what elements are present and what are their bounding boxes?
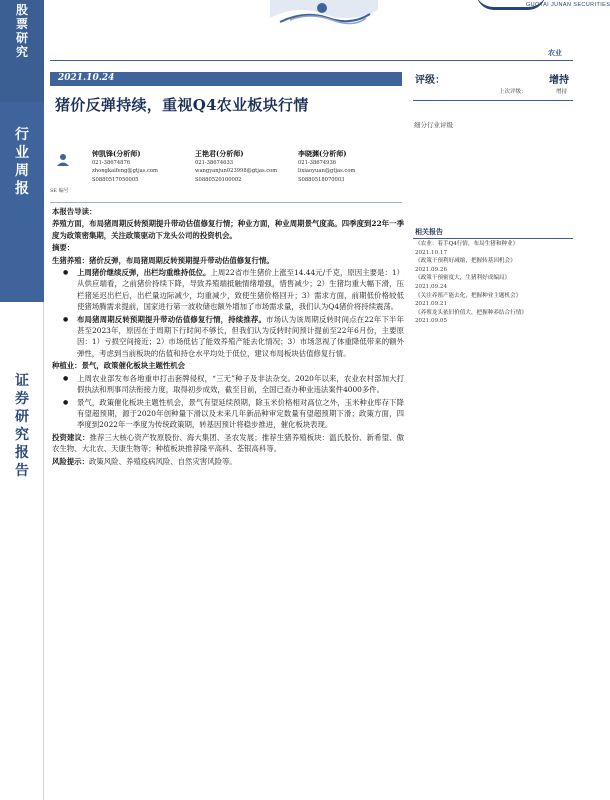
sidebar-top-band xyxy=(0,0,44,102)
guide-text: 养殖方面，布局猪周期反转预期提升带动估值修复行情；种业方面，种业周期景气度高。四季度到22年一季度为政策密集期，关注政策驱动下龙头公司的投资机会。 xyxy=(52,219,404,240)
analyst-se-number: S0880520100002 xyxy=(195,176,242,183)
related-report-date: 2021.09.24 xyxy=(415,283,448,290)
sidebar-bot-char-2: 券 xyxy=(15,391,29,407)
sidebar-bot-char-3: 研 xyxy=(15,409,29,425)
analyst-phone: 021-38674936 xyxy=(298,159,337,166)
pig-bullet-2-text: 市场认为该周期反转时间点在22年下半年甚至2023年，原因在于周期下行时间不够长，但我们认为反转时间预计提前至22年6月份，主要原因：1）亏损空间接近；2）市场低估了能效养殖产能去化情况；3）市场忽视了体重降低带来的额外弹性，考虑到当前板块的估值和持仓水平均处于低位，建议布局板块估值修复行情。 xyxy=(77,314,404,358)
analyst-name: 李晓渊(分析师) xyxy=(298,149,347,158)
rating-label: 评级： xyxy=(415,75,445,86)
related-reports-list xyxy=(415,240,575,326)
pig-bullet-1-text: 上周22省市生猪价上涨至14.44元/千克，原因主要是：1）从供应端看，之前猪价持续下降，导致养殖端抵触情绪增强，惜售减少；2）生猪均重大幅下滑，压栏猪延迟出栏后，出栏量边际减少，均重减少，致使生猪价格回升；3）需求方面，前期低价格较低使猪场腾需求提前，国家进行第一波收储也额外增加了市场需求量，我们认为Q4猪价将持续震荡。 xyxy=(77,268,404,312)
related-reports-divider xyxy=(413,238,573,239)
summary-heading: 摘要： xyxy=(52,243,75,253)
guide-heading: 本报告导读： xyxy=(52,207,97,216)
brand-name: GUOTAI JUNAN SECURITIES xyxy=(526,2,610,8)
sub-industry-rating-label: 细分行业评级 xyxy=(414,121,453,129)
sidebar-bot-char-6: 告 xyxy=(15,463,29,479)
analyst-card xyxy=(298,150,355,184)
sidebar-top-char-3: 研 xyxy=(15,31,28,45)
se-number-label: SE 编号 xyxy=(50,188,69,194)
risk-warning-label: 风险提示： xyxy=(52,456,89,466)
analyst-phone: 021-38674876 xyxy=(92,159,131,166)
sidebar-mid-char-2: 业 xyxy=(15,145,29,161)
previous-rating-value: 增持 xyxy=(555,89,567,95)
analyst-divider xyxy=(50,202,402,203)
related-report-title[interactable]: 《农业：着手Q4行情，布局生猪和种业》 xyxy=(415,241,519,247)
analyst-email[interactable]: lixiaoyuan@gtjas.com xyxy=(298,168,356,174)
analyst-avatar-icon xyxy=(56,152,70,166)
risk-warning xyxy=(52,456,404,467)
sidebar-top-char-2: 票 xyxy=(15,17,28,31)
decorative-wave-graphic xyxy=(270,0,378,24)
sidebar-mid-char-3: 周 xyxy=(15,163,29,179)
analyst-card xyxy=(195,150,277,184)
analyst-se-number: S0880518070003 xyxy=(298,176,345,183)
sidebar-bottom-band xyxy=(0,302,44,800)
related-report-item[interactable] xyxy=(415,292,575,309)
pig-bullet-2-lead: 布局猪周期反转预期提升带动估值修复行情，持续推荐。 xyxy=(77,314,267,324)
related-report-date: 2021.10.17 xyxy=(415,249,448,256)
page-header xyxy=(44,0,610,26)
seed-bullet-2: ● 景气，政策催化板块主题性机会，景气有望延续预期，除玉米价格相对高位之外，玉米种业库存下降有望超预期，源于2020年创种量下滑以及未来几年新品种审定数量有望超预期下滑；政策方面，四季度到2022年一季度为传统政策期，转基因预计将稳步推进，催化板块表现。 xyxy=(52,397,404,431)
analyst-email[interactable]: wangyanjun023998@gtjas.com xyxy=(195,168,278,174)
related-report-date: 2021.09.26 xyxy=(415,266,448,273)
sidebar-top-char-1: 股 xyxy=(15,3,28,17)
sidebar-mid-char-4: 报 xyxy=(15,181,29,197)
related-report-title[interactable]: 《政策干预密度大，生猪利好成编局》 xyxy=(415,275,511,282)
analyst-name: 王艳君(分析师) xyxy=(195,149,244,158)
analyst-email[interactable]: zhongkaifeng@gtjas.com xyxy=(92,168,158,174)
sidebar-bot-char-1: 证 xyxy=(15,373,29,389)
related-report-item[interactable] xyxy=(415,257,575,274)
analyst-se-number: S0880517050005 xyxy=(92,176,139,183)
sidebar-mid-band xyxy=(0,102,44,302)
analyst-card xyxy=(92,150,158,184)
analyst-block xyxy=(50,150,402,200)
related-report-item[interactable] xyxy=(415,240,575,257)
investment-advice-label: 投资建议： xyxy=(52,432,90,442)
analyst-name: 钟凯锋(分析师) xyxy=(92,149,141,158)
industry-label: 农业 xyxy=(548,48,562,57)
investment-advice-text: 推荐三大核心资产牧原股份、海大集团、圣农发展；推荐生猪养殖板块：温氏股份、新希望、傲农生物、大北农、天康生物等；种植板块推荐隆平高科、荃银高科等。 xyxy=(52,432,404,454)
related-report-title[interactable]: 《养殖龙头依旧价值大，把握种养结合行情》 xyxy=(415,309,527,316)
risk-warning-text: 政策风险、养殖疫病风险、自然灾害风险等。 xyxy=(88,456,237,466)
sidebar-mid-char-1: 行 xyxy=(15,127,29,143)
pig-section-heading: 生猪养殖：猪价反弹，布局猪周期反转预期提升带动估值修复行情。 xyxy=(52,255,274,265)
sidebar-bot-char-5: 报 xyxy=(15,445,29,461)
related-report-date: 2021.09.21 xyxy=(415,301,448,308)
related-reports-heading: 相关报告 xyxy=(415,227,443,236)
rating-box xyxy=(413,70,573,100)
seed-bullet-1: ● 上周农业部发布各地重申打击套牌侵权，“三无”种子及非法杂交。2020年以来，农业农村部加大打假执法和刑事司法衔接力度，取得初步成效，截至目前，全国已查办种业违法案件4000多件。 xyxy=(52,373,404,396)
pig-bullet-1 xyxy=(52,267,404,313)
rating-divider xyxy=(413,100,573,101)
related-report-date: 2021.09.05 xyxy=(415,318,448,325)
analyst-phone: 021-38674633 xyxy=(195,159,234,166)
sidebar-bot-char-4: 究 xyxy=(15,427,29,443)
related-report-title[interactable]: 《政策干预利好减缩，把握转基因机会》 xyxy=(415,258,516,265)
related-report-title[interactable]: 《关注养殖产能去化，把握种业主题机会》 xyxy=(415,292,522,299)
investment-advice xyxy=(52,432,404,455)
related-report-item[interactable] xyxy=(415,309,575,326)
report-date: 2021.10.24 xyxy=(58,73,115,83)
previous-rating-label: 上次评级： xyxy=(499,89,527,95)
header-divider xyxy=(50,60,573,61)
pig-bullet-2 xyxy=(52,314,404,360)
rating-value: 增持 xyxy=(549,75,569,86)
sidebar-top-char-4: 究 xyxy=(15,45,28,59)
left-sidebar xyxy=(0,0,44,800)
pig-bullet-1-lead: 上周猪价继续反弹，出栏均重维持低位。 xyxy=(77,268,211,278)
seed-section-heading: 种植业：景气，政策催化板块主题性机会 xyxy=(52,361,186,371)
page-title: 猪价反弹持续，重视Q4农业板块行情 xyxy=(55,96,309,114)
report-body xyxy=(52,206,404,468)
related-report-item[interactable] xyxy=(415,274,575,291)
